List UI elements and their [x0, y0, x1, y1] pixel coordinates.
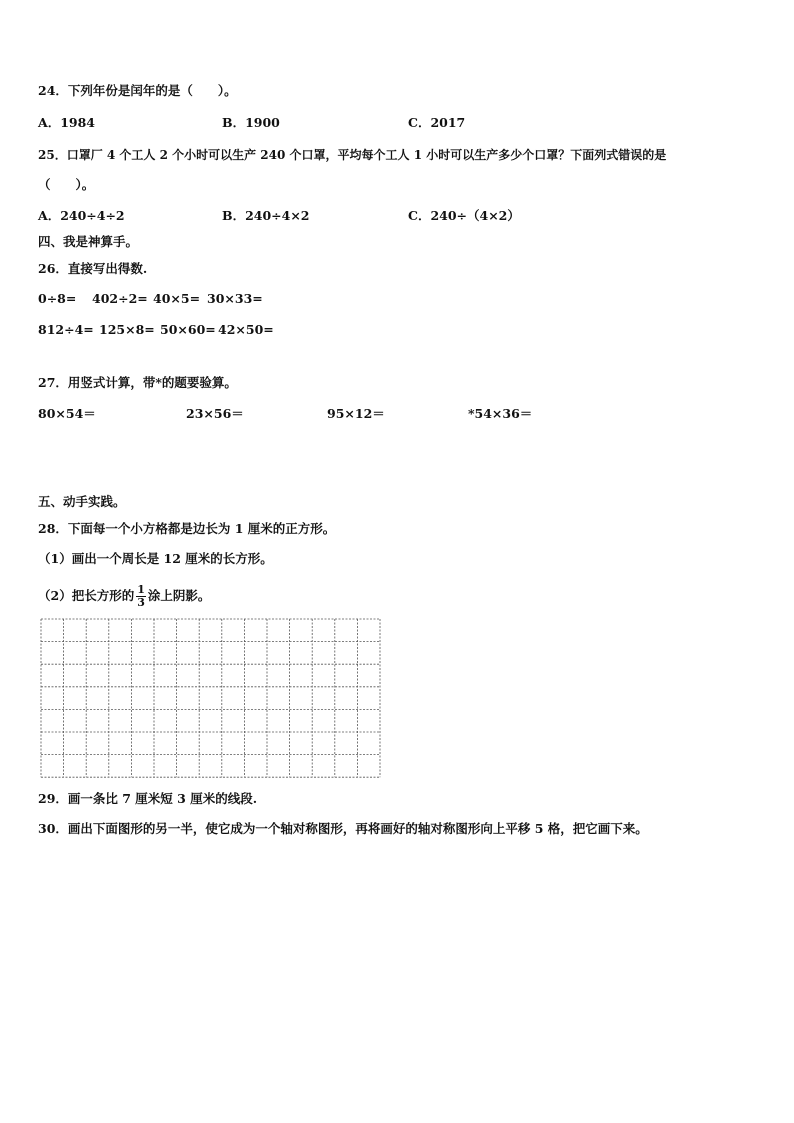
q25-answer-paren: （ ）。 [38, 177, 95, 192]
section4-title: 四、我是神算手。 [38, 234, 139, 249]
q27-item: 95×12＝ [327, 406, 385, 421]
q26-question: 26．直接写出得数. [38, 261, 148, 276]
q24-option-a: A．1984 [38, 115, 95, 130]
q29-question: 29．画一条比 7 厘米短 3 厘米的线段. [38, 791, 258, 806]
q28-question: 28．下面每一个小方格都是边长为 1 厘米的正方形。 [38, 521, 336, 536]
q26-item: 40×5= [153, 291, 201, 306]
q28-part2 [38, 580, 210, 612]
q28-part1: （1）画出一个周长是 12 厘米的长方形。 [38, 551, 273, 566]
q30-question: 30．画出下面图形的另一半，使它成为一个轴对称图形，再将画好的轴对称图形向上平移 5 格，把它画下来。 [38, 821, 648, 836]
q27-item: 80×54＝ [38, 406, 96, 421]
q26-item: 812÷4= [38, 322, 94, 337]
q28-part2-prefix: （2）把长方形的 [38, 588, 135, 603]
q26-item: 30×33= [207, 291, 263, 306]
q26-item: 50×60= [160, 322, 216, 337]
q26-item: 125×8= [99, 322, 155, 337]
q25-option-a: A．240÷4÷2 [38, 208, 125, 223]
q25-option-c: C．240÷（4×2） [408, 208, 520, 223]
fraction-numerator: 1 [137, 583, 145, 596]
q27-item: 23×56＝ [186, 406, 244, 421]
fraction [136, 584, 146, 609]
q26-item: 402÷2= [92, 291, 148, 306]
q25-option-b: B．240÷4×2 [222, 208, 310, 223]
q24-question: 24．下列年份是闰年的是（ ）。 [38, 83, 237, 98]
fraction-denominator: 3 [137, 596, 145, 609]
square-grid[interactable] [40, 618, 382, 780]
q26-item: 42×50= [218, 322, 274, 337]
section5-title: 五、动手实践。 [38, 494, 126, 509]
q26-item: 0÷8= [38, 291, 77, 306]
q27-question: 27．用竖式计算，带*的题要验算。 [38, 375, 237, 390]
q25-question: 25．口罩厂 4 个工人 2 个小时可以生产 240 个口罩，平均每个工人 1 小时可以生产多少个口罩？下面列式错误的是 [38, 148, 667, 162]
q24-option-c: C．2017 [408, 115, 466, 130]
q24-option-b: B．1900 [222, 115, 280, 130]
q27-item: *54×36＝ [468, 406, 533, 421]
q28-part2-suffix: 涂上阴影。 [147, 588, 211, 603]
